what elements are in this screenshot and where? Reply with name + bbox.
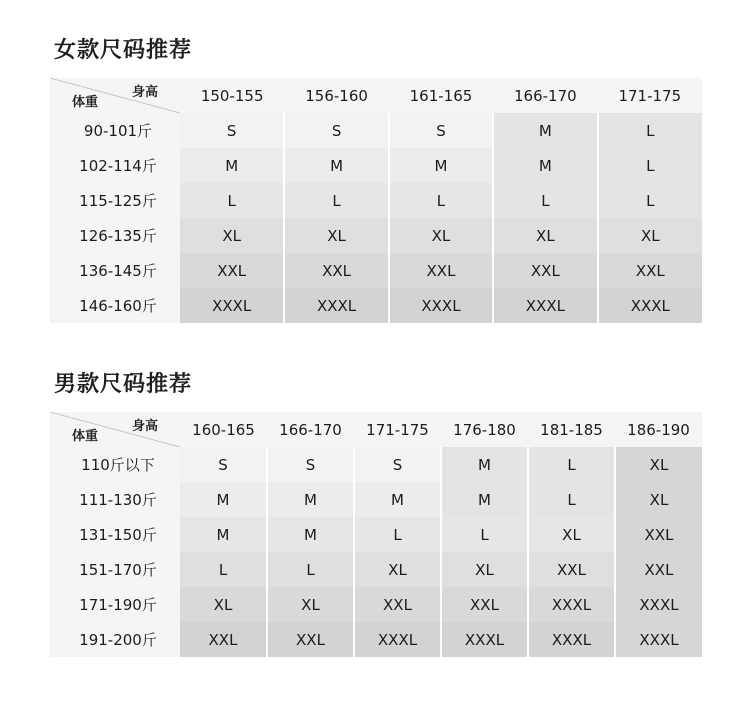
size-cell: XXL: [284, 253, 388, 288]
size-cell: XXL: [598, 253, 702, 288]
height-header-label: 身高: [131, 85, 158, 100]
size-cell: XXL: [615, 517, 702, 552]
size-cell: XL: [615, 482, 702, 517]
table-row: [50, 218, 702, 253]
size-cell: XXL: [441, 587, 528, 622]
weight-header-label: 体重: [72, 95, 99, 110]
size-cell: S: [267, 447, 354, 482]
men-size-title: 男款尺码推荐: [54, 372, 193, 397]
size-cell: L: [528, 447, 615, 482]
size-cell: M: [284, 148, 388, 183]
size-cell: M: [389, 148, 493, 183]
size-cell: XL: [493, 218, 597, 253]
size-cell: XL: [267, 587, 354, 622]
weight-range-cell: 171-190斤: [50, 587, 180, 622]
size-cell: XXXL: [528, 622, 615, 657]
height-header-label: 身高: [131, 419, 158, 434]
size-cell: L: [267, 552, 354, 587]
table-row: [50, 517, 702, 552]
size-cell: XXXL: [598, 288, 702, 323]
height-range-header: 176-180: [453, 420, 516, 439]
size-cell: XXXL: [493, 288, 597, 323]
size-cell: XL: [441, 552, 528, 587]
size-cell: XXXL: [441, 622, 528, 657]
height-range-header: 171-175: [366, 420, 429, 439]
table-row: [50, 622, 702, 657]
weight-range-cell: 151-170斤: [50, 552, 180, 587]
size-cell: M: [441, 447, 528, 482]
size-cell: XL: [528, 517, 615, 552]
size-cell: XL: [354, 552, 441, 587]
size-cell: L: [389, 183, 493, 218]
weight-range-cell: 90-101斤: [50, 113, 180, 148]
height-range-header: 171-175: [618, 86, 682, 105]
women-size-title: 女款尺码推荐: [54, 38, 193, 63]
size-cell: XL: [180, 218, 284, 253]
weight-range-cell: 102-114斤: [50, 148, 180, 183]
size-cell: XXXL: [354, 622, 441, 657]
men-size-table: [50, 412, 702, 657]
size-cell: XXL: [180, 622, 267, 657]
size-cell: XXXL: [389, 288, 493, 323]
height-range-header: 150-155: [200, 86, 264, 105]
table-row: [50, 288, 702, 323]
size-cell: XL: [389, 218, 493, 253]
size-cell: L: [441, 517, 528, 552]
size-cell: S: [354, 447, 441, 482]
weight-range-cell: 146-160斤: [50, 288, 180, 323]
table-header-row: [50, 412, 702, 447]
weight-range-cell: 136-145斤: [50, 253, 180, 288]
height-range-header: 186-190: [627, 420, 690, 439]
size-cell: L: [284, 183, 388, 218]
size-cell: XXL: [354, 587, 441, 622]
weight-header-label: 体重: [72, 429, 99, 444]
weight-range-cell: 131-150斤: [50, 517, 180, 552]
height-range-header: 166-170: [279, 420, 342, 439]
weight-range-cell: 191-200斤: [50, 622, 180, 657]
size-cell: L: [528, 482, 615, 517]
size-cell: L: [180, 183, 284, 218]
size-cell: XXXL: [180, 288, 284, 323]
size-cell: M: [180, 482, 267, 517]
size-cell: XXXL: [615, 587, 702, 622]
size-cell: XXL: [267, 622, 354, 657]
table-row: [50, 587, 702, 622]
size-cell: XL: [598, 218, 702, 253]
size-cell: M: [180, 148, 284, 183]
size-cell: XXL: [615, 552, 702, 587]
size-cell: M: [267, 517, 354, 552]
height-range-header: 166-170: [514, 86, 577, 105]
size-cell: S: [284, 113, 388, 148]
size-cell: XXL: [389, 253, 493, 288]
size-cell: XXXL: [615, 622, 702, 657]
weight-range-cell: 115-125斤: [50, 183, 180, 218]
size-cell: XXL: [528, 552, 615, 587]
size-cell: L: [180, 552, 267, 587]
women-size-table: [50, 78, 702, 323]
size-cell: M: [267, 482, 354, 517]
size-cell: M: [180, 517, 267, 552]
table-row: [50, 253, 702, 288]
diagonal-header-cell: [50, 78, 180, 113]
table-row: [50, 447, 702, 482]
table-row: [50, 482, 702, 517]
size-cell: M: [354, 482, 441, 517]
table-row: [50, 183, 702, 218]
table-row: [50, 148, 702, 183]
size-cell: XL: [284, 218, 388, 253]
table-header-row: [50, 78, 702, 113]
weight-range-cell: 126-135斤: [50, 218, 180, 253]
size-cell: XXXL: [528, 587, 615, 622]
size-cell: S: [180, 113, 284, 148]
size-cell: L: [598, 113, 702, 148]
height-range-header: 156-160: [305, 86, 368, 105]
height-range-header: 181-185: [540, 420, 603, 439]
size-cell: L: [598, 148, 702, 183]
diagonal-header-cell: [50, 412, 180, 447]
table-row: [50, 113, 702, 148]
size-cell: XXXL: [284, 288, 388, 323]
height-range-header: 161-165: [409, 86, 473, 105]
table-row: [50, 552, 702, 587]
size-cell: M: [493, 148, 597, 183]
size-cell: S: [389, 113, 493, 148]
size-cell: M: [493, 113, 597, 148]
size-cell: S: [180, 447, 267, 482]
size-cell: XL: [180, 587, 267, 622]
weight-range-cell: 111-130斤: [50, 482, 180, 517]
size-cell: XXL: [180, 253, 284, 288]
height-range-header: 160-165: [192, 420, 255, 439]
size-cell: L: [493, 183, 597, 218]
size-cell: L: [598, 183, 702, 218]
size-cell: L: [354, 517, 441, 552]
size-cell: M: [441, 482, 528, 517]
size-cell: XL: [615, 447, 702, 482]
weight-range-cell: 110斤以下: [50, 447, 180, 482]
size-cell: XXL: [493, 253, 597, 288]
